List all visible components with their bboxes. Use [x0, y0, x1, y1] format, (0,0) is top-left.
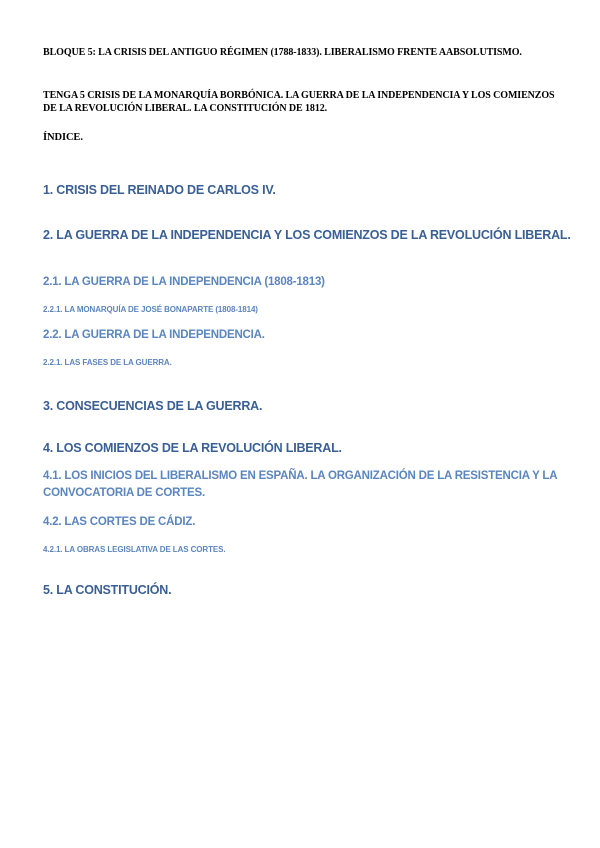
toc-section-4-1: 4.1. LOS INICIOS DEL LIBERALISMO EN ESPAÑA. LA ORGANIZACIÓN DE LA RESISTENCIA Y LA CONVOCATORIA DE CORTES. — [43, 470, 557, 499]
toc-section-2: 2. LA GUERRA DE LA INDEPENDENCIA Y LOS COMIENZOS DE LA REVOLUCIÓN LIBERAL. — [43, 228, 571, 242]
toc-section-4-2-1: 4.2.1. LA OBRAS LEGISLATIVA DE LAS CORTES. — [43, 545, 226, 554]
toc-section-2-2-1-a: 2.2.1. LA MONARQUÍA DE JOSÉ BONAPARTE (1808-1814) — [43, 305, 258, 314]
block-title: BLOQUE 5: LA CRISIS DEL ANTIGUO RÉGIMEN (1788-1833). LIBERALISMO FRENTE AABSOLUTISMO. — [43, 47, 522, 58]
toc-section-5: 5. LA CONSTITUCIÓN. — [43, 583, 172, 597]
toc-section-3: 3. CONSECUENCIAS DE LA GUERRA. — [43, 399, 263, 413]
toc-section-1: 1. CRISIS DEL REINADO DE CARLOS IV. — [43, 183, 276, 197]
toc-section-4: 4. LOS COMIENZOS DE LA REVOLUCIÓN LIBERAL. — [43, 441, 342, 455]
toc-section-4-2: 4.2. LAS CORTES DE CÁDIZ. — [43, 516, 196, 528]
toc-section-2-1: 2.1. LA GUERRA DE LA INDEPENDENCIA (1808-1813) — [43, 276, 325, 288]
toc-section-2-2: 2.2. LA GUERRA DE LA INDEPENDENCIA. — [43, 329, 265, 341]
index-label: ÍNDICE. — [43, 132, 83, 143]
topic-title: TENGA 5 CRISIS DE LA MONARQUÍA BORBÓNICA. LA GUERRA DE LA INDEPENDENCIA Y LOS COMIENZOS DE LA REVOLUCIÓN LIBERAL. LA CONSTITUCIÓN DE 1812. — [43, 90, 555, 114]
toc-section-2-2-1-b: 2.2.1. LAS FASES DE LA GUERRA. — [43, 358, 172, 367]
